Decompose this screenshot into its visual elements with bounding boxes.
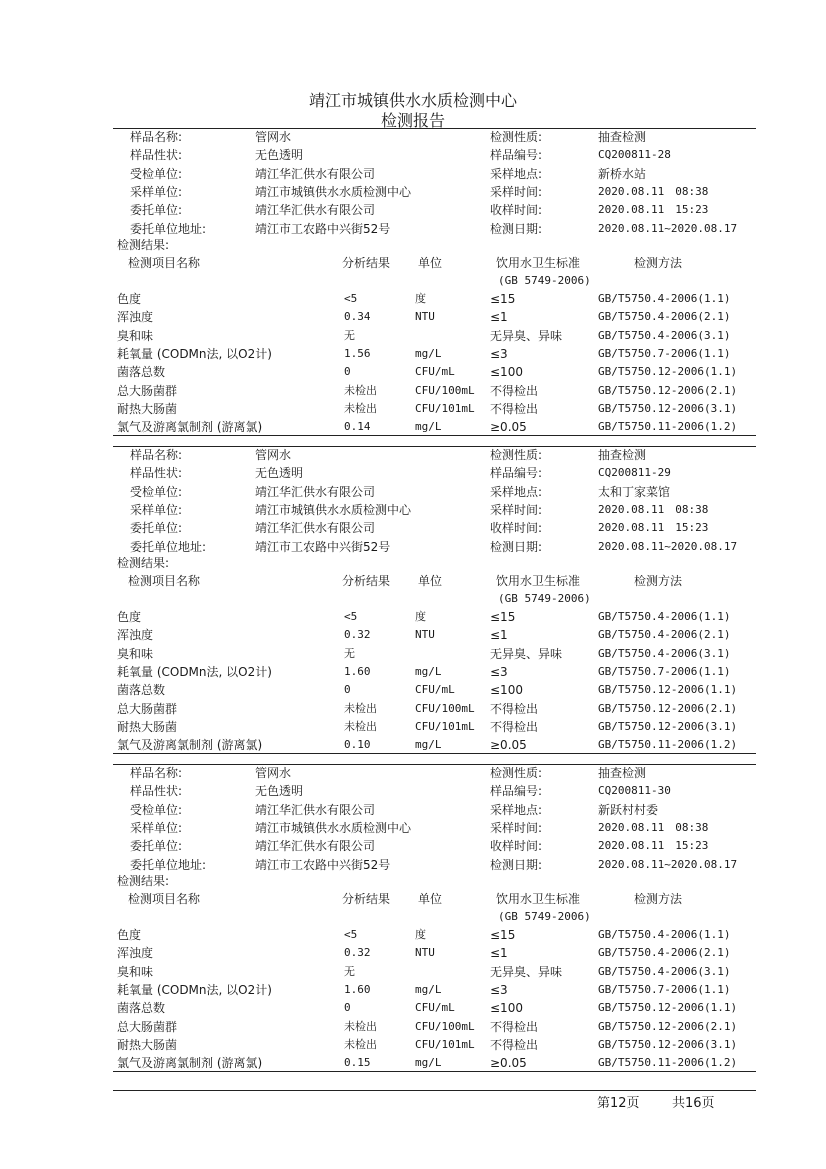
result-value: 未检出 [344,401,377,415]
sample-section [0,636,826,1071]
item-method: GB/T5750.11-2006(1.2) [598,738,738,752]
col-header-method: 检测方法 [634,892,683,906]
item-unit: mg/L [415,1056,442,1070]
col-header-standard: 饮用水卫生标准 [496,256,581,270]
info-value: 靖江华汇供水有限公司 [255,166,376,181]
item-name: 氯气及游离氯制剂 (游离氯) [117,1056,263,1071]
result-value: 0.32 [344,628,371,642]
item-standard: ≥0.05 [490,738,527,753]
item-name: 氯气及游离氯制剂 (游离氯) [117,738,263,753]
col-header-result: 分析结果 [342,892,391,906]
info-value: 靖江华汇供水有限公司 [255,203,376,218]
info-label: 受检单位: [130,802,183,817]
item-method: GB/T5750.12-2006(2.1) [598,701,738,715]
result-value: 未检出 [344,1037,377,1051]
info-label: 采样单位: [130,184,183,199]
page-total: 共16页 [672,1096,715,1111]
info-label: 采样单位: [130,502,183,517]
item-name: 色度 [117,610,142,624]
info-label: 受检单位: [130,166,183,181]
info-label: 检测日期: [490,539,543,554]
info-value: 新跃村村委 [598,802,659,817]
info-value: 2020.08.11 08:38 [598,820,709,834]
item-name: 总大肠菌群 [117,383,178,398]
item-standard: 不得检出 [490,701,539,716]
item-method: GB/T5750.7-2006(1.1) [598,982,731,996]
col-header-standard: 饮用水卫生标准 [496,892,581,906]
result-value: 未检出 [344,383,377,397]
item-name: 总大肠菌群 [117,1019,178,1034]
info-value: 太和丁家菜馆 [598,484,671,499]
item-name: 臭和味 [117,646,154,661]
item-standard: ≤15 [490,610,516,624]
info-value: 2020.08.11~2020.08.17 [598,221,738,235]
item-unit: CFU/mL [415,1001,455,1015]
info-label: 检测日期: [490,857,543,872]
info-label: 委托单位地址: [130,539,207,554]
item-method: GB/T5750.12-2006(3.1) [598,401,738,415]
item-unit: mg/L [415,982,442,996]
result-value: 0.15 [344,1056,371,1070]
result-value: 无 [344,646,355,660]
result-value: <5 [344,292,358,305]
item-name: 臭和味 [117,328,154,343]
item-standard: 无异臭、异味 [490,646,563,661]
item-name: 浑浊度 [117,628,154,643]
result-value: 未检出 [344,1019,377,1033]
item-unit: NTU [415,310,435,324]
item-standard: ≤15 [490,928,516,942]
item-name: 总大肠菌群 [117,701,178,716]
item-name: 色度 [117,292,142,306]
results-label: 检测结果: [117,238,170,252]
result-value: 0 [344,365,351,379]
item-standard: ≤1 [490,310,508,325]
info-value: 靖江市城镇供水水质检测中心 [255,502,412,517]
item-standard: ≤3 [490,346,508,361]
results-label: 检测结果: [117,556,170,570]
result-value: 0.32 [344,946,371,960]
result-value: 1.60 [344,664,371,678]
col-header-result: 分析结果 [342,256,391,270]
info-value: 2020.08.11 15:23 [598,839,709,853]
info-label: 采样时间: [490,820,543,835]
info-label: 检测日期: [490,221,543,236]
col-header-method: 检测方法 [634,256,683,270]
item-unit: CFU/mL [415,365,455,379]
info-label: 采样单位: [130,820,183,835]
col-header-unit: 单位 [418,256,443,270]
item-name: 浑浊度 [117,946,154,961]
item-standard: ≥0.05 [490,420,527,435]
item-unit: mg/L [415,420,442,434]
result-value: 未检出 [344,719,377,733]
info-value: 管网水 [255,448,292,462]
item-method: GB/T5750.4-2006(2.1) [598,310,731,324]
col-header-item: 检测项目名称 [128,892,201,906]
item-method: GB/T5750.12-2006(2.1) [598,1019,738,1033]
info-value: 靖江华汇供水有限公司 [255,521,376,536]
item-standard: 不得检出 [490,1019,539,1034]
info-label: 受检单位: [130,484,183,499]
info-value: 2020.08.11 15:23 [598,203,709,217]
item-name: 耗氧量 (CODMn法, 以O2计) [117,664,272,679]
item-method: GB/T5750.12-2006(2.1) [598,383,738,397]
item-unit: NTU [415,946,435,960]
item-method: GB/T5750.12-2006(3.1) [598,719,738,733]
info-value: 2020.08.11 08:38 [598,502,709,516]
item-unit: mg/L [415,346,442,360]
results-label: 检测结果: [117,874,170,888]
item-name: 浑浊度 [117,310,154,325]
item-name: 菌落总数 [117,1001,166,1016]
info-value: CQ200811-30 [598,784,671,798]
item-name: 氯气及游离氯制剂 (游离氯) [117,420,263,435]
item-standard: ≤3 [490,982,508,997]
item-standard: 无异臭、异味 [490,964,563,979]
info-value: 抽查检测 [598,130,647,144]
item-method: GB/T5750.7-2006(1.1) [598,346,731,360]
item-standard: 无异臭、异味 [490,328,563,343]
info-value: 2020.08.11 08:38 [598,184,709,198]
section-top-rule [113,446,756,447]
item-standard: ≤100 [490,1001,523,1016]
item-name: 耗氧量 (CODMn法, 以O2计) [117,346,272,361]
info-label: 样品名称: [130,766,183,780]
item-standard: ≤3 [490,664,508,679]
info-value: 2020.08.11~2020.08.17 [598,857,738,871]
info-label: 委托单位地址: [130,857,207,872]
item-method: GB/T5750.4-2006(3.1) [598,328,731,342]
info-value: 抽查检测 [598,766,647,780]
item-method: GB/T5750.4-2006(2.1) [598,946,731,960]
result-value: 0.10 [344,738,371,752]
item-name: 菌落总数 [117,365,166,380]
section-bottom-rule [113,1071,756,1072]
item-unit: 度 [415,292,426,305]
result-value: 0.14 [344,420,371,434]
info-value: CQ200811-29 [598,466,671,480]
info-label: 收样时间: [490,521,543,536]
sample-section [0,318,826,753]
item-name: 耐热大肠菌 [117,719,178,734]
section-top-rule [113,764,756,765]
info-label: 检测性质: [490,130,543,144]
item-standard: ≥0.05 [490,1056,527,1071]
item-unit: CFU/100mL [415,383,475,397]
info-label: 样品编号: [490,784,543,799]
info-label: 采样地点: [490,166,543,181]
item-standard: ≤15 [490,292,516,306]
info-label: 委托单位地址: [130,221,207,236]
info-value: 靖江市城镇供水水质检测中心 [255,820,412,835]
item-standard: ≤1 [490,628,508,643]
item-name: 耐热大肠菌 [117,401,178,416]
info-value: 靖江市工农路中兴街52号 [255,539,391,554]
result-value: 0 [344,1001,351,1015]
item-name: 耐热大肠菌 [117,1037,178,1052]
info-label: 样品编号: [490,148,543,163]
info-value: 无色透明 [255,784,304,799]
info-value: CQ200811-28 [598,148,671,162]
item-unit: NTU [415,628,435,642]
info-label: 采样地点: [490,484,543,499]
col-header-standard-sub: (GB 5749-2006) [498,910,591,923]
item-method: GB/T5750.11-2006(1.2) [598,420,738,434]
item-unit: mg/L [415,664,442,678]
col-header-standard-sub: (GB 5749-2006) [498,274,591,287]
item-name: 耗氧量 (CODMn法, 以O2计) [117,982,272,997]
item-standard: ≤100 [490,683,523,698]
item-unit: CFU/101mL [415,719,475,733]
item-name: 臭和味 [117,964,154,979]
info-label: 样品名称: [130,448,183,462]
report-title: 检测报告 [380,111,445,130]
col-header-standard: 饮用水卫生标准 [496,574,581,588]
sample-section [0,0,826,435]
item-unit: CFU/101mL [415,401,475,415]
result-value: 无 [344,328,355,342]
item-method: GB/T5750.11-2006(1.2) [598,1056,738,1070]
info-label: 样品性状: [130,466,183,481]
item-unit: 度 [415,928,426,941]
info-label: 检测性质: [490,766,543,780]
item-standard: 不得检出 [490,719,539,734]
item-method: GB/T5750.4-2006(1.1) [598,928,731,941]
info-value: 无色透明 [255,466,304,481]
item-method: GB/T5750.12-2006(1.1) [598,365,738,379]
info-value: 2020.08.11 15:23 [598,521,709,535]
result-value: 1.56 [344,346,371,360]
info-value: 无色透明 [255,148,304,163]
info-value: 靖江市工农路中兴街52号 [255,221,391,236]
item-method: GB/T5750.4-2006(1.1) [598,292,731,305]
info-value: 靖江华汇供水有限公司 [255,802,376,817]
col-header-item: 检测项目名称 [128,256,201,270]
item-name: 色度 [117,928,142,942]
item-standard: 不得检出 [490,401,539,416]
item-standard: ≤1 [490,946,508,961]
item-method: GB/T5750.7-2006(1.1) [598,664,731,678]
item-standard: 不得检出 [490,1037,539,1052]
info-label: 采样时间: [490,502,543,517]
item-unit: 度 [415,610,426,623]
info-value: 靖江市城镇供水水质检测中心 [255,184,412,199]
info-value: 抽查检测 [598,448,647,462]
info-label: 委托单位: [130,521,183,536]
item-unit: mg/L [415,738,442,752]
info-label: 收样时间: [490,839,543,854]
info-value: 管网水 [255,766,292,780]
col-header-item: 检测项目名称 [128,574,201,588]
col-header-unit: 单位 [418,574,443,588]
col-header-unit: 单位 [418,892,443,906]
footer-rule [113,1090,756,1091]
info-label: 采样时间: [490,184,543,199]
info-label: 样品性状: [130,784,183,799]
info-value: 靖江市工农路中兴街52号 [255,857,391,872]
info-label: 检测性质: [490,448,543,462]
item-unit: CFU/100mL [415,1019,475,1033]
result-value: 无 [344,964,355,978]
item-method: GB/T5750.12-2006(3.1) [598,1037,738,1051]
item-method: GB/T5750.12-2006(1.1) [598,683,738,697]
result-value: 1.60 [344,982,371,996]
info-label: 样品名称: [130,130,183,144]
item-method: GB/T5750.4-2006(1.1) [598,610,731,623]
info-value: 靖江华汇供水有限公司 [255,839,376,854]
item-standard: ≤100 [490,365,523,380]
item-method: GB/T5750.4-2006(2.1) [598,628,731,642]
info-label: 样品编号: [490,466,543,481]
result-value: <5 [344,610,358,623]
item-method: GB/T5750.12-2006(1.1) [598,1001,738,1015]
info-value: 新桥水站 [598,166,647,181]
info-value: 管网水 [255,130,292,144]
result-value: <5 [344,928,358,941]
info-label: 收样时间: [490,203,543,218]
item-method: GB/T5750.4-2006(3.1) [598,964,731,978]
org-title: 靖江市城镇供水水质检测中心 [308,91,517,110]
item-unit: CFU/100mL [415,701,475,715]
result-value: 0.34 [344,310,371,324]
info-label: 委托单位: [130,839,183,854]
result-value: 0 [344,683,351,697]
item-unit: CFU/mL [415,683,455,697]
item-name: 菌落总数 [117,683,166,698]
col-header-result: 分析结果 [342,574,391,588]
item-method: GB/T5750.4-2006(3.1) [598,646,731,660]
item-standard: 不得检出 [490,383,539,398]
info-label: 采样地点: [490,802,543,817]
info-value: 靖江华汇供水有限公司 [255,484,376,499]
page-number: 第12页 [597,1096,640,1111]
section-top-rule [113,128,756,129]
col-header-method: 检测方法 [634,574,683,588]
result-value: 未检出 [344,701,377,715]
info-label: 委托单位: [130,203,183,218]
info-label: 样品性状: [130,148,183,163]
item-unit: CFU/101mL [415,1037,475,1051]
info-value: 2020.08.11~2020.08.17 [598,539,738,553]
page-footer [0,1094,826,1114]
col-header-standard-sub: (GB 5749-2006) [498,592,591,605]
